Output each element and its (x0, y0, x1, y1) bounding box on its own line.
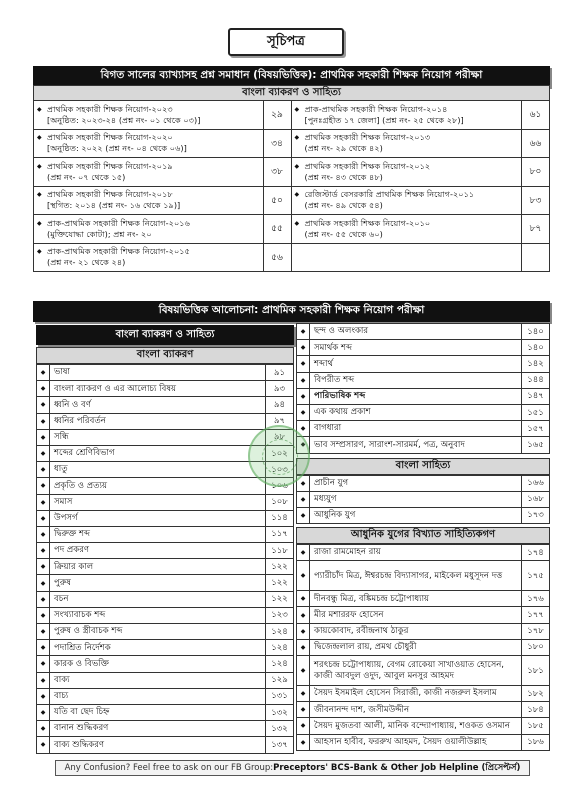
bullet-icon: ◆ (37, 462, 50, 478)
exam-entry-right (292, 130, 523, 159)
list-item-label: পদাশ্রিত নির্দেশক (50, 640, 266, 656)
page-number: ৯৮ (266, 430, 294, 446)
bullet-icon: ◆ (37, 365, 50, 381)
exam-subtitle: (প্রশ্ন নং- ০৭ থেকে ১৫) (47, 171, 126, 182)
page-number: ১৫৭ (522, 421, 550, 437)
exam-entry-right (292, 187, 523, 216)
page-number: ৯৭ (266, 414, 294, 430)
exam-entry-right (292, 215, 523, 244)
list-item (37, 559, 294, 575)
page-number: ১৮৬ (522, 735, 550, 751)
list-item (37, 705, 294, 721)
page-number: ৬১ (522, 101, 550, 130)
page-number: ১৭৮ (522, 624, 550, 640)
list-item-label: বাগধারা (310, 421, 522, 437)
exam-entry-left (34, 130, 264, 159)
exam-title: ◆ প্রাথমিক সহকারী শিক্ষক নিয়োগ-২০১০ (296, 218, 431, 229)
footer-banner (55, 760, 530, 776)
exam-title: ◆ প্রাথমিক সহকারী শিক্ষক নিয়োগ-২০১৩ (296, 132, 431, 143)
bullet-icon: ◆ (297, 389, 310, 405)
exam-index-grid (33, 100, 550, 272)
list-item-label: বাংলা ব্যাকরণ ও এর আলোচ্য বিষয় (50, 381, 266, 397)
exam-title: ◆ প্রাথমিক সহকারী শিক্ষক নিয়োগ-২০১৯ (38, 161, 173, 172)
list-item (297, 421, 550, 437)
list-item (297, 561, 550, 591)
bullet-icon: ◆ (297, 624, 310, 640)
list-item (297, 607, 550, 623)
list-item-label: পুরুষ ও স্ত্রীবাচক শব্দ (50, 624, 266, 640)
grammar-subheader: বাংলা ব্যাকরণ (36, 347, 294, 364)
bullet-icon: ◆ (37, 608, 50, 624)
page-number: ১০২ (266, 446, 294, 462)
exam-subtitle: (প্রশ্ন নং- ৫৫ থেকে ৬০) (304, 228, 383, 239)
list-item-label: দ্বিরুক্ত শব্দ (50, 527, 266, 543)
page-number: ১৭৪ (522, 545, 550, 561)
list-item (297, 718, 550, 734)
page-number: ১৮০ (522, 640, 550, 656)
page-number: ১৬৬ (522, 476, 550, 492)
exam-subtitle: [অনুষ্ঠিত: ২০২২ (প্রশ্ন নং- ০৪ থেকে ০৬)] (47, 143, 187, 154)
publisher-stamp (248, 425, 310, 487)
exam-row (34, 130, 550, 159)
list-item (297, 702, 550, 718)
list-item-label: সমার্থক শব্দ (310, 340, 522, 356)
list-item (37, 478, 294, 494)
bullet-icon: ◆ (37, 592, 50, 608)
list-item-label: রাজা রামমোহন রায় (310, 545, 522, 561)
page-number: ১৮৪ (522, 702, 550, 718)
page-number: ৩৪ (264, 130, 292, 159)
page-number: ১৭৭ (522, 607, 550, 623)
exam-title: ◆ রেজিস্টার্ড বেসরকারি প্রাথমিক শিক্ষক নিয়োগ-২০১১ (296, 189, 475, 200)
list-item-label: বচন (50, 592, 266, 608)
bullet-icon: ◆ (297, 437, 310, 453)
page-number: ৮৩ (522, 187, 550, 216)
page-number: ৬৬ (522, 130, 550, 159)
page-number: ১২৩ (266, 608, 294, 624)
list-item-label: আধুনিক যুগ (310, 508, 522, 524)
list-item (37, 673, 294, 689)
bullet-icon: ◆ (297, 324, 310, 340)
bullet-icon: ◆ (37, 689, 50, 705)
bullet-icon: ◆ (37, 624, 50, 640)
footer-group-name: Preceptors' BCS-Bank & Other Job Helpline (প্রিসেপ্টর্স) (273, 763, 521, 773)
list-item (37, 397, 294, 413)
page-number: ১৭৫ (522, 561, 550, 591)
grammar-list (36, 364, 294, 754)
list-item (297, 545, 550, 561)
bullet-icon: ◆ (37, 495, 50, 511)
page-number: ১৪৪ (522, 373, 550, 389)
list-item-label: সমাস (50, 495, 266, 511)
list-item-label: ধাতু (50, 462, 266, 478)
page-number: ১৩২ (266, 705, 294, 721)
list-item (37, 640, 294, 656)
exam-subtitle: (মুক্তিযোদ্ধা কোটা); প্রশ্ন নং- ২০ (47, 228, 152, 239)
list-item-label: শব্দের শ্রেণিবিভাগ (50, 446, 266, 462)
list-item (37, 543, 294, 559)
list-item-label: সৈয়দ ইসমাইল হোসেন সিরাজী, কাজী নজরুল ইসলাম (310, 686, 522, 702)
exam-entry-left (34, 244, 264, 273)
bullet-icon: ◆ (297, 421, 310, 437)
list-item-label: ভাব সম্প্রসারণ, সারাংশ-সারমর্ম, পত্র, অনুবাদ (310, 437, 522, 453)
page-number: ৩৮ (264, 158, 292, 187)
page-number: ১২২ (266, 592, 294, 608)
page-number: ৫৬ (264, 244, 292, 273)
page-number: ১২২ (266, 559, 294, 575)
list-item (297, 405, 550, 421)
bullet-icon: ◆ (37, 478, 50, 494)
page-number: ১৩১ (266, 689, 294, 705)
exam-subtitle: [পুনঃগ্রহীত ১৭ জেলা] (প্রশ্ন নং- ২৫ থেকে ২৮)] (304, 114, 464, 125)
bullet-icon: ◆ (297, 405, 310, 421)
bullet-icon: ◆ (37, 559, 50, 575)
bullet-icon: ◆ (297, 373, 310, 389)
bullet-icon: ◆ (37, 511, 50, 527)
exam-subtitle: (প্রশ্ন নং- ৪৩ থেকে ৪৮) (304, 171, 383, 182)
list-item-label: প্রাচীন যুগ (310, 476, 522, 492)
list-item (37, 624, 294, 640)
page-number: ১০৮ (266, 495, 294, 511)
exam-entry-left (34, 158, 264, 187)
bullet-icon: ◆ (297, 718, 310, 734)
list-item-label: ধ্বনি ও বর্ণ (50, 397, 266, 413)
list-item-label: দ্বিজেন্দ্রলাল রায়, প্রমথ চৌধুরী (310, 640, 522, 656)
list-item-label: দীনবন্ধু মিত্র, বঙ্কিমচন্দ্র চট্টোপাধ্যায় (310, 591, 522, 607)
bullet-icon: ◆ (37, 721, 50, 737)
page-number: ৫৫ (264, 215, 292, 244)
bullet-icon: ◆ (297, 656, 310, 686)
literature-header: বাংলা সাহিত্য (296, 458, 550, 475)
page-number: ১২৪ (266, 624, 294, 640)
list-item (297, 389, 550, 405)
exam-title: ◆ প্রাথমিক সহকারী শিক্ষক নিয়োগ-২০১২ (296, 161, 431, 172)
grammar-column (36, 325, 294, 754)
page-number: ১৮১ (522, 656, 550, 686)
bullet-icon: ◆ (297, 561, 310, 591)
page-number: ৫০ (264, 187, 292, 216)
exam-row (34, 244, 550, 273)
modern-authors-list (296, 544, 550, 751)
literature-list (296, 475, 550, 525)
page-number (522, 244, 550, 273)
exam-subtitle: [অনুষ্ঠিত: ২০২৩-২৪ (প্রশ্ন নং- ০১ থেকে ০৩)] (47, 114, 201, 125)
list-item (37, 656, 294, 672)
list-item-label: বিপরীত শব্দ (310, 373, 522, 389)
list-item (297, 735, 550, 751)
page-number: ১০৩ (266, 462, 294, 478)
list-item-label: প্রকৃতি ও প্রত্যয় (50, 478, 266, 494)
bullet-icon: ◆ (297, 591, 310, 607)
bullet-icon: ◆ (37, 575, 50, 591)
list-item (297, 437, 550, 453)
page-number: ১২২ (266, 575, 294, 591)
list-item (37, 527, 294, 543)
page-number: ১৪২ (522, 356, 550, 372)
list-item-label: যতি বা ছেদ চিহ্ন (50, 705, 266, 721)
list-item (37, 592, 294, 608)
right-column (296, 323, 550, 751)
exam-subtitle: [স্থগিত: ২০১৪ (প্রশ্ন নং- ১৬ থেকে ১৯)] (47, 200, 181, 211)
list-item-label: পদ প্রকরণ (50, 543, 266, 559)
page-number: ১৭৬ (522, 591, 550, 607)
page-number: ১২৪ (266, 640, 294, 656)
exam-row (34, 101, 550, 130)
list-item (37, 495, 294, 511)
section1-subheader: বাংলা ব্যাকরণ ও সাহিত্য (33, 85, 550, 101)
page-number: ১৭৩ (522, 508, 550, 524)
list-item-label: আহসান হাবীব, ফররুখ আহমদ, সৈয়দ ওয়ালীউল্লাহ (310, 735, 522, 751)
footer-prefix: Any Confusion? Feel free to ask on our FB Group: (64, 763, 274, 773)
list-item (297, 492, 550, 508)
bullet-icon: ◆ (37, 381, 50, 397)
list-item-label: উপসর্গ (50, 511, 266, 527)
list-item-label: শব্দার্থ (310, 356, 522, 372)
list-item-label: বানান শুদ্ধিকরণ (50, 721, 266, 737)
page-number: ১৮২ (522, 686, 550, 702)
exam-entry-left (34, 101, 264, 130)
list-item-label: কায়কোবাদ, রবীন্দ্রনাথ ঠাকুর (310, 624, 522, 640)
page-number: ৯১ (266, 365, 294, 381)
list-item-label: এক কথায় প্রকাশ (310, 405, 522, 421)
list-item (297, 476, 550, 492)
page-number: ১১৮ (266, 543, 294, 559)
list-item-label: সন্ধি (50, 430, 266, 446)
exam-entry-left (34, 215, 264, 244)
bullet-icon: ◆ (297, 356, 310, 372)
list-item-label: শরৎচন্দ্র চট্টোপাধ্যায়, বেগম রোকেয়া সাখাওয়াত হোসেন, কাজী আবদুল ওদুদ, আবুল মনসুর আহমদ (310, 656, 522, 686)
bullet-icon: ◆ (297, 702, 310, 718)
bullet-icon: ◆ (37, 673, 50, 689)
page-number: ১৪০ (522, 340, 550, 356)
list-item-label: ধ্বনির পরিবর্তন (50, 414, 266, 430)
list-item-label: পুরুষ (50, 575, 266, 591)
exam-title: ◆ প্রাক-প্রাথমিক সহকারী শিক্ষক নিয়োগ-২০১৪ (296, 104, 448, 115)
list-item-label: সংখ্যাবাচক শব্দ (50, 608, 266, 624)
list-item-label: বাচ্য (50, 689, 266, 705)
grammar-list-continued (296, 323, 550, 454)
bullet-icon: ◆ (297, 686, 310, 702)
bullet-icon: ◆ (37, 446, 50, 462)
bullet-icon: ◆ (37, 397, 50, 413)
exam-entry-left (34, 187, 264, 216)
page-number: ১৬৫ (522, 437, 550, 453)
exam-subtitle: (প্রশ্ন নং- ২১ থেকে ২৪) (47, 257, 126, 268)
page-number: ১৩২ (266, 721, 294, 737)
list-item-label: ছন্দ ও অলংকার (310, 324, 522, 340)
page-number: ১৬৮ (522, 492, 550, 508)
page-number: ১৫১ (522, 405, 550, 421)
bullet-icon: ◆ (37, 543, 50, 559)
list-item (297, 356, 550, 372)
bullet-icon: ◆ (297, 492, 310, 508)
list-item (37, 414, 294, 430)
list-item-label: সৈয়দ মুজতবা আলী, মানিক বন্দ্যোপাধ্যায়, শওকত ওসমান (310, 718, 522, 734)
list-item (37, 511, 294, 527)
page-number: ১১৭ (266, 527, 294, 543)
list-item (297, 686, 550, 702)
list-item (37, 365, 294, 381)
bullet-icon: ◆ (37, 705, 50, 721)
bullet-icon: ◆ (297, 340, 310, 356)
bullet-icon: ◆ (37, 640, 50, 656)
list-item-label: বাক্য (50, 673, 266, 689)
list-item (37, 575, 294, 591)
list-item (37, 689, 294, 705)
list-item (297, 591, 550, 607)
list-item-label: মধ্যযুগ (310, 492, 522, 508)
list-item-label: প্যারীচাঁদ মিত্র, ঈশ্বরচন্দ্র বিদ্যাসাগর, মাইকেল মধুসূদন দত্ত (310, 561, 522, 591)
bullet-icon: ◆ (297, 545, 310, 561)
bullet-icon: ◆ (297, 508, 310, 524)
exam-row (34, 187, 550, 216)
page-number: ৯৩ (266, 381, 294, 397)
exam-title: ◆ প্রাথমিক সহকারী শিক্ষক নিয়োগ-২০২৩ (38, 104, 173, 115)
list-item (37, 721, 294, 737)
page-number: ১০৬ (266, 478, 294, 494)
bullet-icon: ◆ (37, 527, 50, 543)
exam-row (34, 215, 550, 244)
page-title: সূচিপত্র (228, 28, 344, 56)
bullet-icon: ◆ (37, 414, 50, 430)
list-item (297, 373, 550, 389)
exam-entry-right (292, 158, 523, 187)
list-item (297, 656, 550, 686)
page-number: ১৪৭ (522, 389, 550, 405)
list-item-label: জীবনানন্দ দাশ, জসীমউদ্দীন (310, 702, 522, 718)
page-number: ১১৪ (266, 511, 294, 527)
list-item-label: কারক ও বিভক্তি (50, 656, 266, 672)
list-item-label: ক্রিয়ার কাল (50, 559, 266, 575)
bullet-icon: ◆ (297, 476, 310, 492)
exam-entry-right (292, 101, 523, 130)
page-number: ১২৪ (266, 656, 294, 672)
bullet-icon: ◆ (297, 735, 310, 751)
exam-title: ◆ প্রাক-প্রাথমিক সহকারী শিক্ষক নিয়োগ-২০১৬ (38, 218, 190, 229)
list-item (297, 324, 550, 340)
exam-title: ◆ প্রাথমিক সহকারী শিক্ষক নিয়োগ-২০১৮ (38, 189, 173, 200)
exam-row (34, 158, 550, 187)
list-item (37, 737, 294, 753)
page-number: ৮৭ (522, 215, 550, 244)
bullet-icon: ◆ (297, 607, 310, 623)
exam-subtitle: (প্রশ্ন নং- ২৯ থেকে ৪২) (304, 143, 383, 154)
list-item (297, 624, 550, 640)
bullet-icon: ◆ (297, 640, 310, 656)
list-item-label: বাক্য শুদ্ধিকরণ (50, 737, 266, 753)
exam-title: ◆ প্রাক-প্রাথমিক সহকারী শিক্ষক নিয়োগ-২০১৫ (38, 246, 190, 257)
list-item (37, 608, 294, 624)
list-item-label: ভাষা (50, 365, 266, 381)
list-item (37, 381, 294, 397)
page-number: ১৪০ (522, 324, 550, 340)
list-item-label: মীর মশাররফ হোসেন (310, 607, 522, 623)
list-item-label: পারিভাষিক শব্দ (310, 389, 522, 405)
list-item (297, 640, 550, 656)
grammar-literature-header: বাংলা ব্যাকরণ ও সাহিত্য (36, 325, 294, 345)
page-number: ১২৯ (266, 673, 294, 689)
modern-authors-header: আধুনিক যুগের বিখ্যাত সাহিত্যিকগণ (296, 527, 550, 544)
exam-title: ◆ প্রাথমিক সহকারী শিক্ষক নিয়োগ-২০২০ (38, 132, 173, 143)
bullet-icon: ◆ (37, 656, 50, 672)
bullet-icon: ◆ (37, 430, 50, 446)
section2-banner: বিষয়ভিত্তিক আলোচনা: প্রাথমিক সহকারী শিক্ষক নিয়োগ পরীক্ষা (33, 301, 550, 322)
bullet-icon: ◆ (37, 737, 50, 753)
page-number: ১৮৫ (522, 718, 550, 734)
section1-banner: বিগত সালের ব্যাখ্যাসহ প্রশ্ন সমাধান (বিষয়ভিত্তিক): প্রাথমিক সহকারী শিক্ষক নিয়োগ পরীক্ষা (33, 66, 550, 87)
list-item (297, 340, 550, 356)
list-item (297, 508, 550, 524)
page-number: ৯৪ (266, 397, 294, 413)
page-number: ১৩৭ (266, 737, 294, 753)
exam-subtitle: (প্রশ্ন নং- ৪৯ থেকে ৫৪) (304, 200, 383, 211)
page-number: ৮০ (522, 158, 550, 187)
exam-entry-right (292, 244, 523, 273)
page-number: ২৯ (264, 101, 292, 130)
